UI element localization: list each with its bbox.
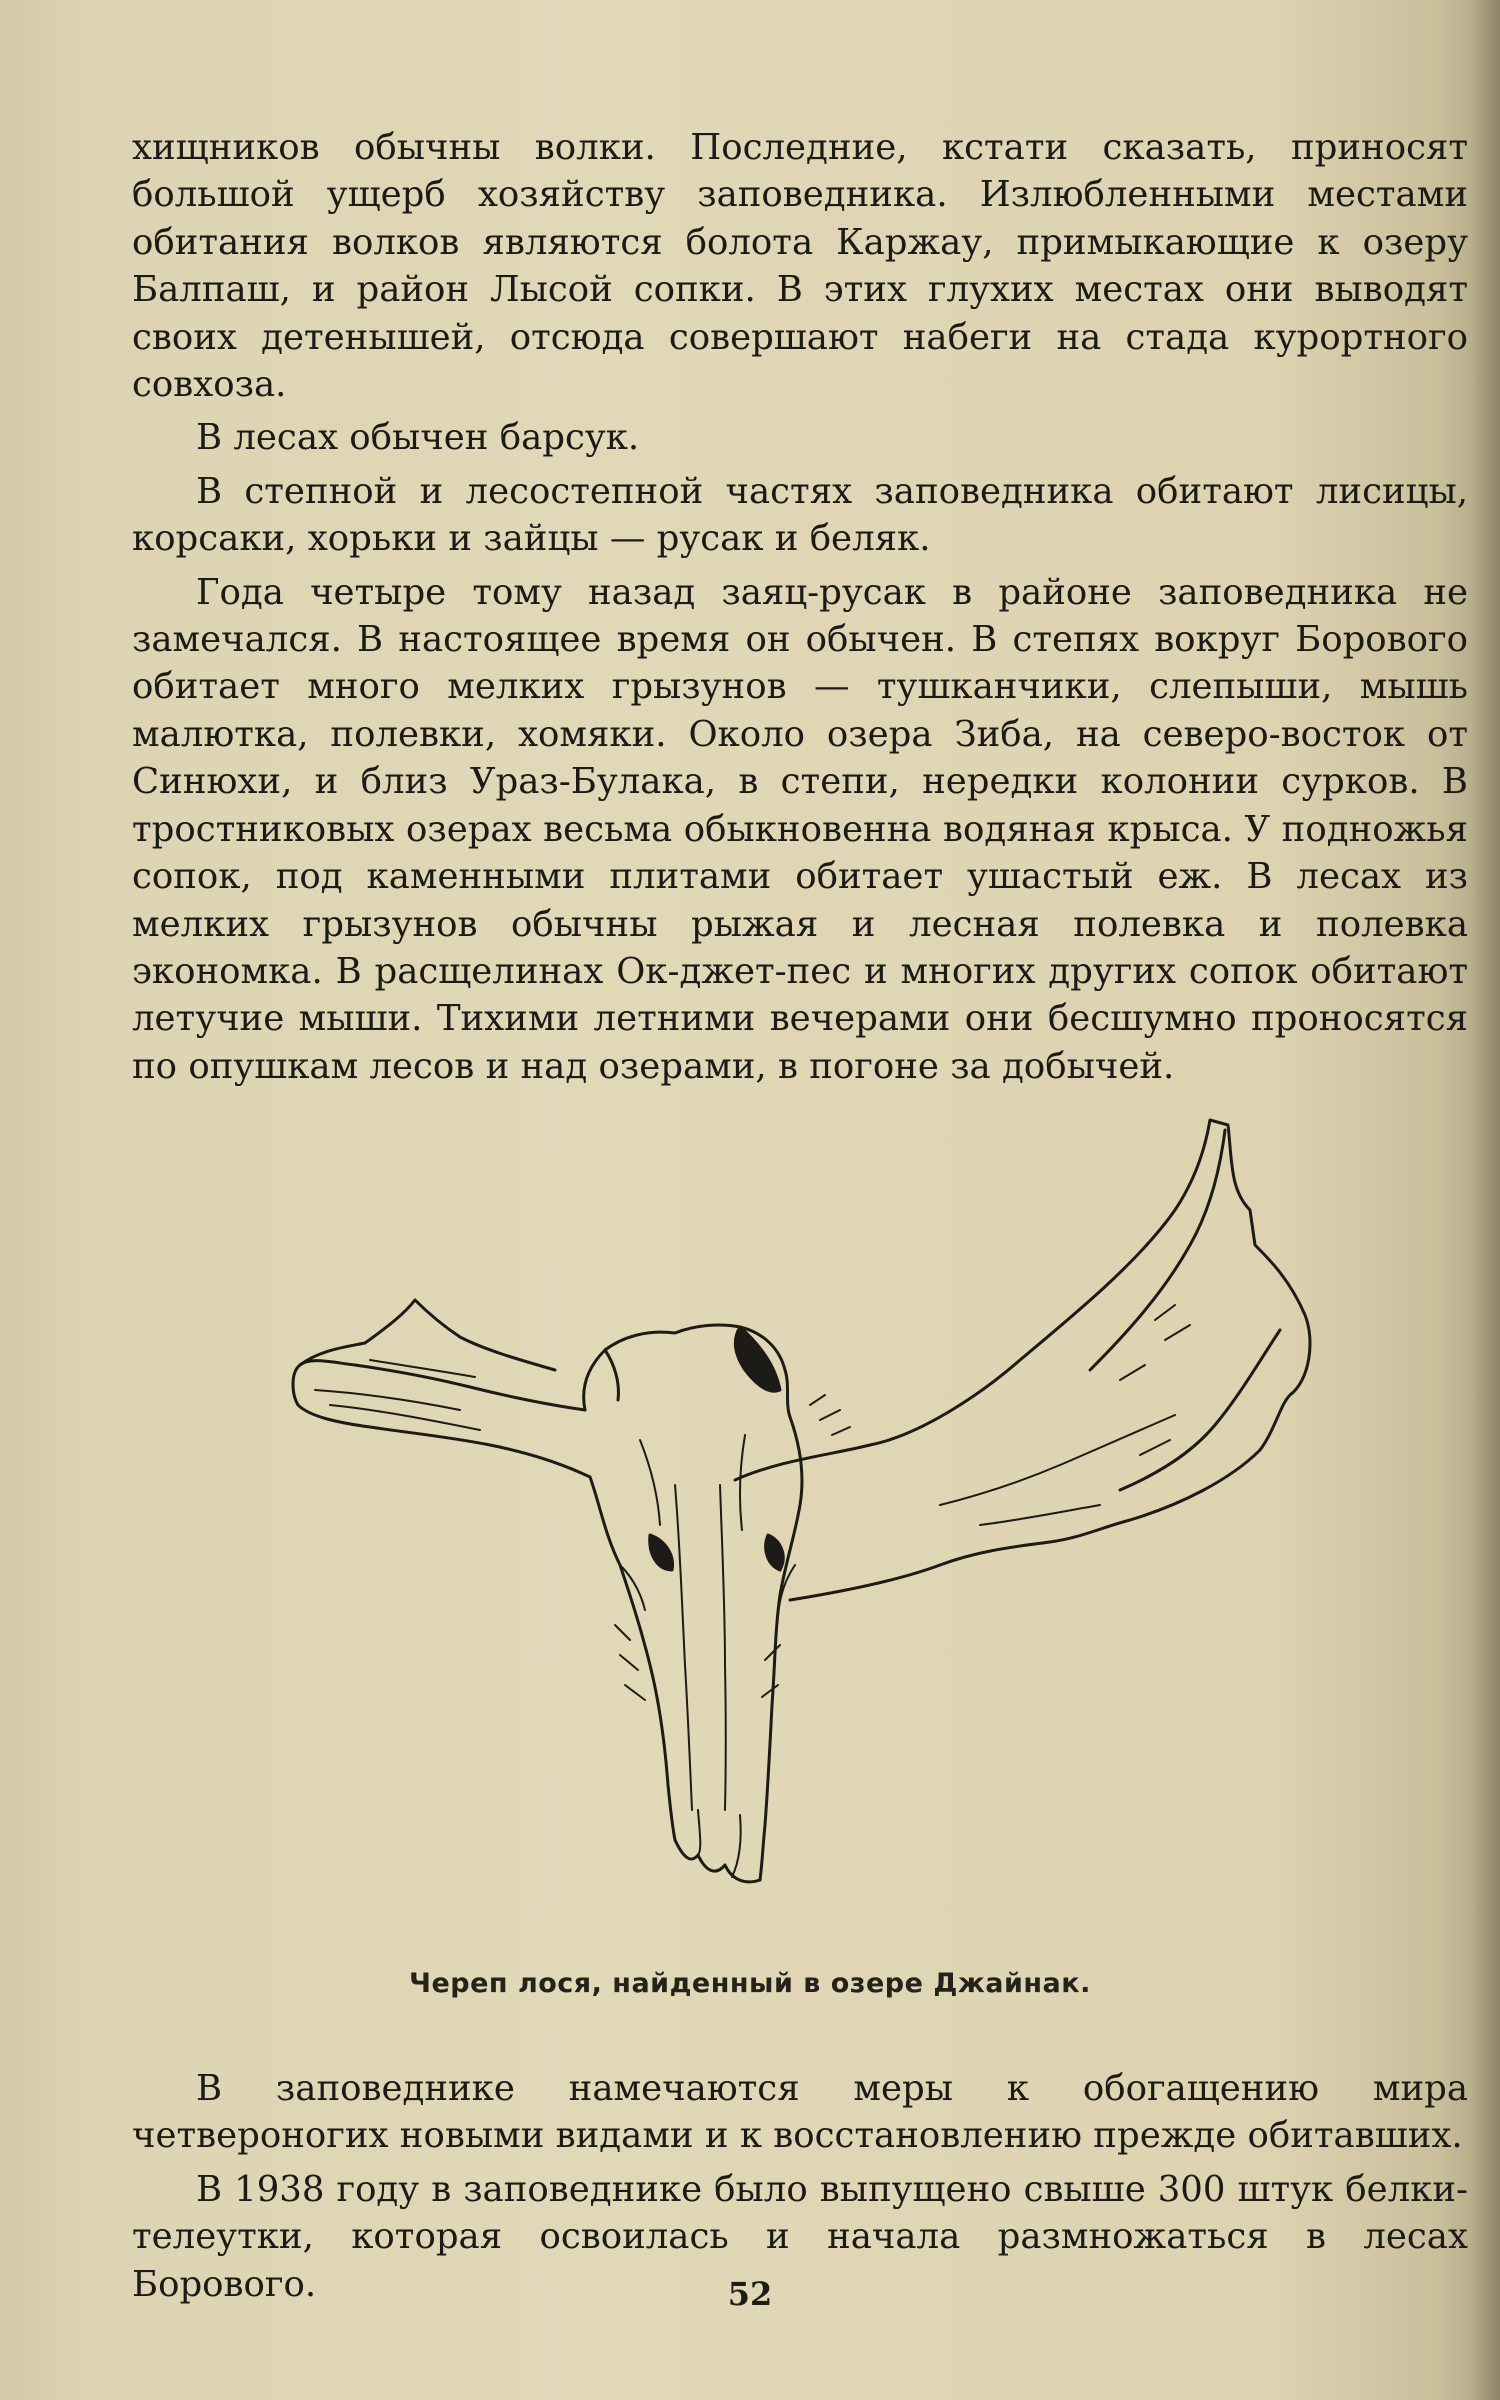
moose-skull-drawing xyxy=(220,1065,1420,1990)
paragraph: В лесах обычен барсук. xyxy=(196,417,640,459)
paragraph: хищников обычны волки. Последние, кстати сказать, приносят большой ущерб хозяйству заповедника. Излюбленными местами обитания волков являются болота Каржау, примыкающие к озеру Балпаш, и район Лысой сопки. В этих глухих местах они выводят своих детенышей, отсюда совершают набеги на стада курортного совхоза. xyxy=(132,127,1468,406)
body-text-top xyxy=(132,124,1468,1096)
paragraph: В заповеднике намечаются меры к обогащению мира четвероногих новыми видами и к восстановлению прежде обитавших. xyxy=(132,2068,1468,2157)
moose-skull-illustration xyxy=(220,1065,1420,1990)
paragraph: Года четыре тому назад заяц-русак в районе заповедника не замечался. В настоящее время он обычен. В степях вокруг Борового обитает много мелких грызунов — тушканчики, слепыши, мышь малютка, полевки, хомяки. Около озера Зиба, на северо-восток от Синюхи, и близ Ураз-Булака, в степи, нередки колонии сурков. В тростниковых озерах весьма обыкновенна водяная крыса. У подножья сопок, под каменными плитами обитает ушастый еж. В лесах из мелких грызунов обычны рыжая и лесная полевка и полевка экономка. В расщелинах Ок-джет-пес и многих других сопок обитают летучие мыши. Тихими летними вечерами они бесшумно проносятся по опушкам лесов и над озерами, в погоне за добычей. xyxy=(132,571,1468,1087)
figure-caption: Череп лося, найденный в озере Джайнак. xyxy=(409,1968,1091,1999)
paragraph: В степной и лесостепной частях заповедника обитают лисицы, корсаки, хорьки и зайцы — русак и беляк. xyxy=(132,470,1468,560)
page-number: 52 xyxy=(727,2275,773,2313)
paragraph: В 1938 году в заповеднике было выпущено свыше 300 штук белки-телеутки, которая освоилась и начала размножаться в лесах Борового. xyxy=(132,2168,1468,2305)
page-edge-shadow xyxy=(1472,0,1500,2400)
